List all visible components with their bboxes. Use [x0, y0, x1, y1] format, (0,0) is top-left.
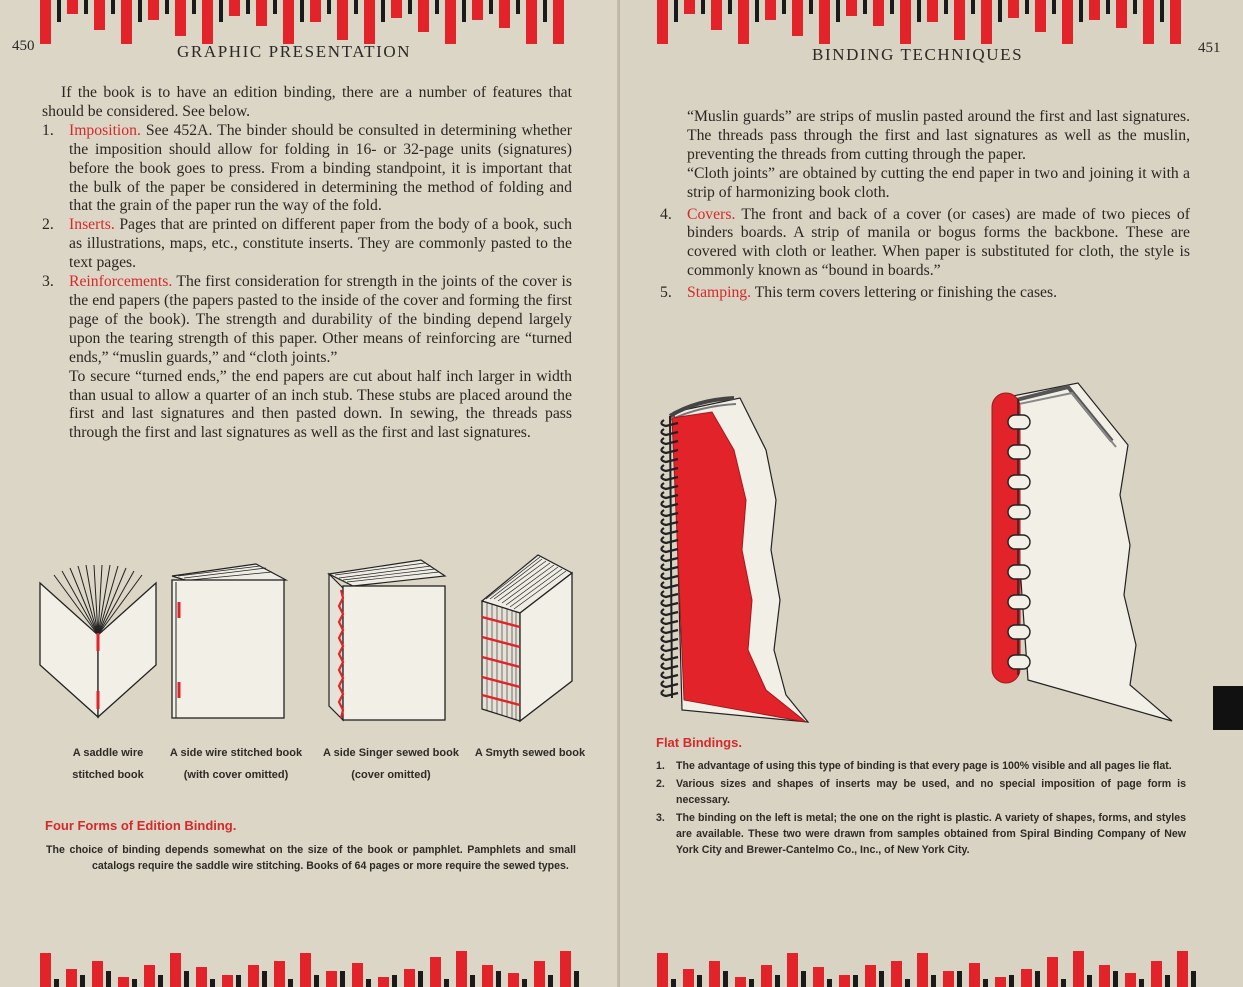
page-number-left: 450: [12, 38, 35, 54]
decorative-bar: [381, 0, 385, 22]
decorative-bar: [314, 975, 319, 987]
decorative-bar: [900, 0, 911, 44]
flat-bindings-heading: Flat Bindings.: [656, 735, 742, 750]
page-number-right: 451: [1198, 40, 1221, 56]
decorative-bar: [1143, 0, 1154, 44]
decorative-bar: [749, 979, 754, 987]
right-body-text: [660, 108, 1190, 303]
decorative-bar: [879, 971, 884, 987]
decorative-bar: [158, 975, 163, 987]
decorative-bar: [905, 979, 910, 987]
decorative-bar: [865, 965, 876, 987]
decorative-bar: [574, 971, 579, 987]
decorative-bar: [489, 0, 493, 14]
spiral-coil: [661, 636, 678, 642]
decorative-bar: [337, 0, 348, 40]
decorative-bar: [170, 953, 181, 987]
decorative-bar: [246, 0, 250, 14]
spiral-coil: [661, 591, 678, 597]
comb-ring: [1008, 655, 1030, 669]
right-page: [620, 0, 1243, 987]
decorative-bar: [67, 0, 78, 14]
decorative-bar: [106, 971, 111, 987]
decorative-bar: [273, 0, 277, 14]
decorative-bar: [1165, 975, 1170, 987]
decorative-bar: [1025, 0, 1029, 14]
decorative-bar: [1160, 0, 1164, 22]
decorative-bar: [1052, 0, 1056, 14]
decorative-bar: [674, 0, 678, 22]
decorative-bar: [1079, 0, 1083, 22]
decorative-bar: [326, 971, 337, 987]
decorative-bar: [57, 0, 61, 22]
spiral-coil: [661, 681, 678, 687]
decorative-bar: [138, 0, 142, 22]
metal-spiral-binding-illustration: [656, 390, 816, 730]
decorative-bar: [121, 0, 132, 44]
spiral-coil: [661, 519, 678, 525]
decorative-bar: [983, 979, 988, 987]
decorative-bar: [954, 0, 965, 40]
decorative-bar: [222, 975, 233, 987]
term-stamping: Stamping.: [687, 284, 752, 302]
decorative-bar: [236, 975, 241, 987]
running-head-right: BINDING TECHNIQUES: [812, 45, 1024, 64]
term-covers: Covers.: [687, 205, 736, 223]
decorative-bars-top-left: [40, 0, 580, 46]
side-wire-book-illustration: [168, 562, 290, 722]
decorative-bar: [310, 0, 321, 22]
decorative-bar: [775, 975, 780, 987]
decorative-bar: [560, 951, 571, 987]
comb-ring: [1008, 595, 1030, 609]
decorative-bar: [1035, 0, 1046, 32]
singer-sewed-book-illustration: [325, 560, 450, 722]
thumb-index-tab: [1213, 686, 1243, 730]
decorative-bar: [229, 0, 240, 16]
spiral-coil: [661, 627, 678, 633]
running-head-left: GRAPHIC PRESENTATION: [177, 42, 412, 61]
decorative-bar: [462, 0, 466, 22]
decorative-bar: [891, 961, 902, 987]
decorative-bar: [917, 953, 928, 987]
decorative-bar: [340, 971, 345, 987]
decorative-bar: [792, 0, 803, 36]
flat-bindings-list: [656, 758, 1186, 860]
decorative-bar: [430, 957, 441, 987]
decorative-bar: [482, 965, 493, 987]
spiral-coil: [661, 546, 678, 552]
caption-saddle-wire: A saddle wire stitched book: [72, 747, 144, 781]
decorative-bar: [84, 0, 88, 14]
decorative-bar: [274, 961, 285, 987]
decorative-bar: [435, 0, 439, 14]
decorative-bar: [352, 963, 363, 987]
decorative-bar: [1073, 951, 1084, 987]
decorative-bar: [1139, 979, 1144, 987]
item-stamping: 5. Stamping. This term covers lettering or finishing the cases.: [660, 284, 1058, 302]
term-inserts: Inserts.: [69, 216, 115, 234]
spiral-coil: [661, 564, 678, 570]
decorative-bar: [391, 0, 402, 18]
decorative-bar: [701, 0, 705, 14]
decorative-bar: [408, 0, 412, 14]
flat-item-3: 3. The binding on the left is metal; the one on the right is plastic. A variety of shapes, forms, and styles are available. These two were drawn from samples obtained from Spiral Binding Company of New York City and Brewer-Cantelmo Co., Inc., of New York City.: [656, 812, 1186, 856]
decorative-bar: [508, 973, 519, 987]
decorative-bar: [738, 0, 749, 44]
decorative-bar: [66, 969, 77, 987]
comb-ring: [1008, 415, 1030, 429]
decorative-bar: [995, 977, 1006, 987]
decorative-bar: [657, 0, 668, 44]
decorative-bar: [300, 953, 311, 987]
decorative-bar: [1035, 971, 1040, 987]
decorative-bar: [499, 0, 510, 28]
caption-smyth-sewed: A Smyth sewed book: [474, 747, 586, 759]
decorative-bar: [144, 965, 155, 987]
flat-item-2: 2. Various sizes and shapes of inserts may be used, and no special imposition of page form is necessary.: [656, 778, 1186, 806]
spiral-coil: [661, 528, 678, 534]
decorative-bar: [1116, 0, 1127, 28]
decorative-bar: [683, 969, 694, 987]
decorative-bar: [80, 975, 85, 987]
decorative-bar: [839, 975, 850, 987]
decorative-bar: [54, 979, 59, 987]
decorative-bar: [418, 0, 429, 32]
decorative-bar: [202, 0, 213, 44]
comb-ring: [1008, 445, 1030, 459]
decorative-bar: [1177, 951, 1188, 987]
decorative-bar: [1191, 971, 1196, 987]
decorative-bar: [418, 971, 423, 987]
item-covers: 4. Covers. The front and back of a cover (or cases) are made of two pieces of binders boards. A strip of manila or bogus forms the backbone. These are covered with cloth or leather. When paper is substituted for cloth, the style is commonly known as “bound in boards.”: [660, 205, 1190, 280]
edition-binding-heading: Four Forms of Edition Binding.: [45, 818, 237, 833]
decorative-bar: [184, 971, 189, 987]
smyth-sewed-book-illustration: [480, 555, 575, 723]
spiral-coil: [661, 645, 678, 651]
decorative-bar: [1170, 0, 1181, 44]
spiral-coil: [661, 573, 678, 579]
decorative-bar: [728, 0, 732, 14]
decorative-bar: [1009, 975, 1014, 987]
item-inserts: 2. Inserts. Pages that are printed on different paper from the body of a book, such as illustrations, maps, etc., constitute inserts. They are commonly pasted to the text pages.: [42, 216, 572, 272]
decorative-bar: [819, 0, 830, 44]
decorative-bar: [782, 0, 786, 14]
decorative-bar: [1061, 979, 1066, 987]
decorative-bar: [943, 971, 954, 987]
decorative-bar: [873, 0, 884, 26]
decorative-bar: [165, 0, 169, 14]
decorative-bar: [366, 979, 371, 987]
spiral-coil: [661, 618, 678, 624]
spiral-coil: [661, 654, 678, 660]
decorative-bar: [1087, 975, 1092, 987]
decorative-bar: [248, 965, 259, 987]
decorative-bar: [684, 0, 695, 14]
cloth-joints-paragraph: “Cloth joints” are obtained by cutting the end paper in two and joining it with a strip of harmonizing book cloth.: [687, 164, 1190, 201]
decorative-bar: [94, 0, 105, 30]
decorative-bar: [92, 961, 103, 987]
spiral-coil: [661, 663, 678, 669]
spiral-coil: [661, 672, 678, 678]
decorative-bar: [522, 979, 527, 987]
decorative-bar: [1099, 965, 1110, 987]
decorative-bar: [118, 977, 129, 987]
decorative-bar: [40, 953, 51, 987]
spiral-coil: [661, 555, 678, 561]
decorative-bar: [283, 0, 294, 44]
spiral-coil: [661, 609, 678, 615]
decorative-bar: [846, 0, 857, 16]
turned-ends-paragraph: To secure “turned ends,” the end papers are cut about half inch larger in width than usual to allow a quarter of an inch stub. These stubs are placed around the first and last signatures and then pasted down. In sewing, the threads pass through the first and last signatures as well as the first and last signatures.: [69, 367, 572, 442]
item-reinforcements: 3. Reinforcements. The first consideration for strength in the joints of the cover is the end papers (the papers pasted to the inside of the cover and forming the first page of the book). The strength and durability of the binding depend largely upon the tearing strength of this paper. Other means of reinforcing are “turned ends,” “muslin guards,” and “cloth joints.”: [42, 273, 572, 366]
decorative-bar: [1062, 0, 1073, 44]
edition-binding-text: The choice of binding depends somewhat on the size of the book or pamphlet. Pamphlets and small catalogs require the saddle wire stitching. Books of 64 pages or more require the sewed types.: [46, 844, 576, 872]
decorative-bar: [192, 0, 196, 14]
decorative-bar: [709, 961, 720, 987]
decorative-bar: [1047, 957, 1058, 987]
decorative-bars-top-right: [657, 0, 1197, 46]
decorative-bar: [827, 979, 832, 987]
decorative-bar: [456, 951, 467, 987]
decorative-bar: [444, 979, 449, 987]
decorative-bar: [496, 971, 501, 987]
decorative-bar: [470, 975, 475, 987]
decorative-bar: [548, 975, 553, 987]
plastic-comb-binding-illustration: [988, 375, 1178, 725]
comb-ring: [1008, 535, 1030, 549]
decorative-bar: [404, 969, 415, 987]
muslin-guards-paragraph: “Muslin guards” are strips of muslin pasted around the first and last signatures. The threads pass through the first and last signatures as well as the muslin, preventing the threads from cutting through the paper.: [687, 108, 1190, 163]
decorative-bar: [472, 0, 483, 20]
decorative-bar: [836, 0, 840, 22]
decorative-bar: [111, 0, 115, 14]
intro-paragraph: If the book is to have an edition binding, there are a number of features that should be considered. See below.: [42, 84, 572, 120]
decorative-bar: [219, 0, 223, 22]
caption-singer-sewed: A side Singer sewed book (cover omitted): [323, 747, 459, 781]
comb-ring: [1008, 505, 1030, 519]
saddle-wire-book-illustration: [40, 565, 160, 725]
decorative-bar: [863, 0, 867, 14]
decorative-bar: [931, 975, 936, 987]
decorative-bar: [697, 975, 702, 987]
decorative-bar: [262, 971, 267, 987]
term-imposition: Imposition.: [69, 121, 141, 139]
comb-ring: [1008, 565, 1030, 579]
caption-side-wire: A side wire stitched book (with cover omitted): [169, 747, 303, 781]
decorative-bar: [671, 979, 676, 987]
decorative-bar: [1106, 0, 1110, 14]
decorative-bar: [392, 975, 397, 987]
decorative-bar: [354, 0, 358, 14]
left-body-text: [42, 84, 572, 443]
decorative-bars-bottom-right: [657, 950, 1197, 987]
decorative-bar: [1151, 961, 1162, 987]
item-imposition: 1. Imposition. See 452A. The binder should be consulted in determining whether the imposition should allow for folding in 16- or 32-page units (signatures) before the book goes to press. From a binding standpoint, it is important that the bulk of the paper be considered in determining the method of folding and that the grain of the paper run the way of the fold.: [42, 121, 572, 215]
decorative-bar: [543, 0, 547, 22]
decorative-bar: [853, 975, 858, 987]
decorative-bar: [981, 0, 992, 44]
decorative-bar: [196, 967, 207, 987]
decorative-bar: [890, 0, 894, 14]
spiral-coil: [661, 690, 678, 696]
decorative-bar: [755, 0, 759, 22]
spiral-coil: [661, 600, 678, 606]
decorative-bar: [516, 0, 520, 14]
decorative-bar: [445, 0, 456, 44]
decorative-bar: [1113, 971, 1118, 987]
decorative-bar: [927, 0, 938, 22]
flat-item-1: 1. The advantage of using this type of binding is that every page is 100% visible and all pages lie flat.: [656, 760, 1172, 772]
decorative-bar: [1125, 973, 1136, 987]
decorative-bar: [553, 0, 564, 44]
decorative-bar: [526, 0, 537, 44]
decorative-bar: [917, 0, 921, 22]
decorative-bars-bottom-left: [40, 950, 580, 987]
spiral-coil: [661, 537, 678, 543]
decorative-bar: [944, 0, 948, 14]
comb-ring: [1008, 625, 1030, 639]
decorative-bar: [300, 0, 304, 22]
decorative-bar: [735, 977, 746, 987]
decorative-bar: [288, 979, 293, 987]
decorative-bar: [761, 965, 772, 987]
decorative-bar: [534, 961, 545, 987]
decorative-bar: [175, 0, 186, 36]
decorative-bar: [957, 971, 962, 987]
decorative-bar: [765, 0, 776, 20]
decorative-bar: [1133, 0, 1137, 14]
decorative-bar: [711, 0, 722, 30]
decorative-bar: [1089, 0, 1100, 20]
decorative-bar: [148, 0, 159, 20]
decorative-bar: [327, 0, 331, 14]
decorative-bar: [132, 979, 137, 987]
decorative-bar: [969, 963, 980, 987]
decorative-bar: [1008, 0, 1019, 18]
decorative-bar: [1021, 969, 1032, 987]
decorative-bar: [40, 0, 51, 44]
decorative-bar: [801, 971, 806, 987]
comb-ring: [1008, 475, 1030, 489]
decorative-bar: [971, 0, 975, 14]
decorative-bar: [998, 0, 1002, 22]
decorative-bar: [809, 0, 813, 14]
term-reinforcements: Reinforcements.: [69, 273, 173, 291]
left-page: [0, 0, 620, 987]
decorative-bar: [723, 971, 728, 987]
spiral-coil: [661, 582, 678, 588]
decorative-bar: [210, 979, 215, 987]
decorative-bar: [256, 0, 267, 26]
decorative-bar: [378, 977, 389, 987]
decorative-bar: [787, 953, 798, 987]
decorative-bar: [657, 953, 668, 987]
decorative-bar: [813, 967, 824, 987]
decorative-bar: [364, 0, 375, 44]
